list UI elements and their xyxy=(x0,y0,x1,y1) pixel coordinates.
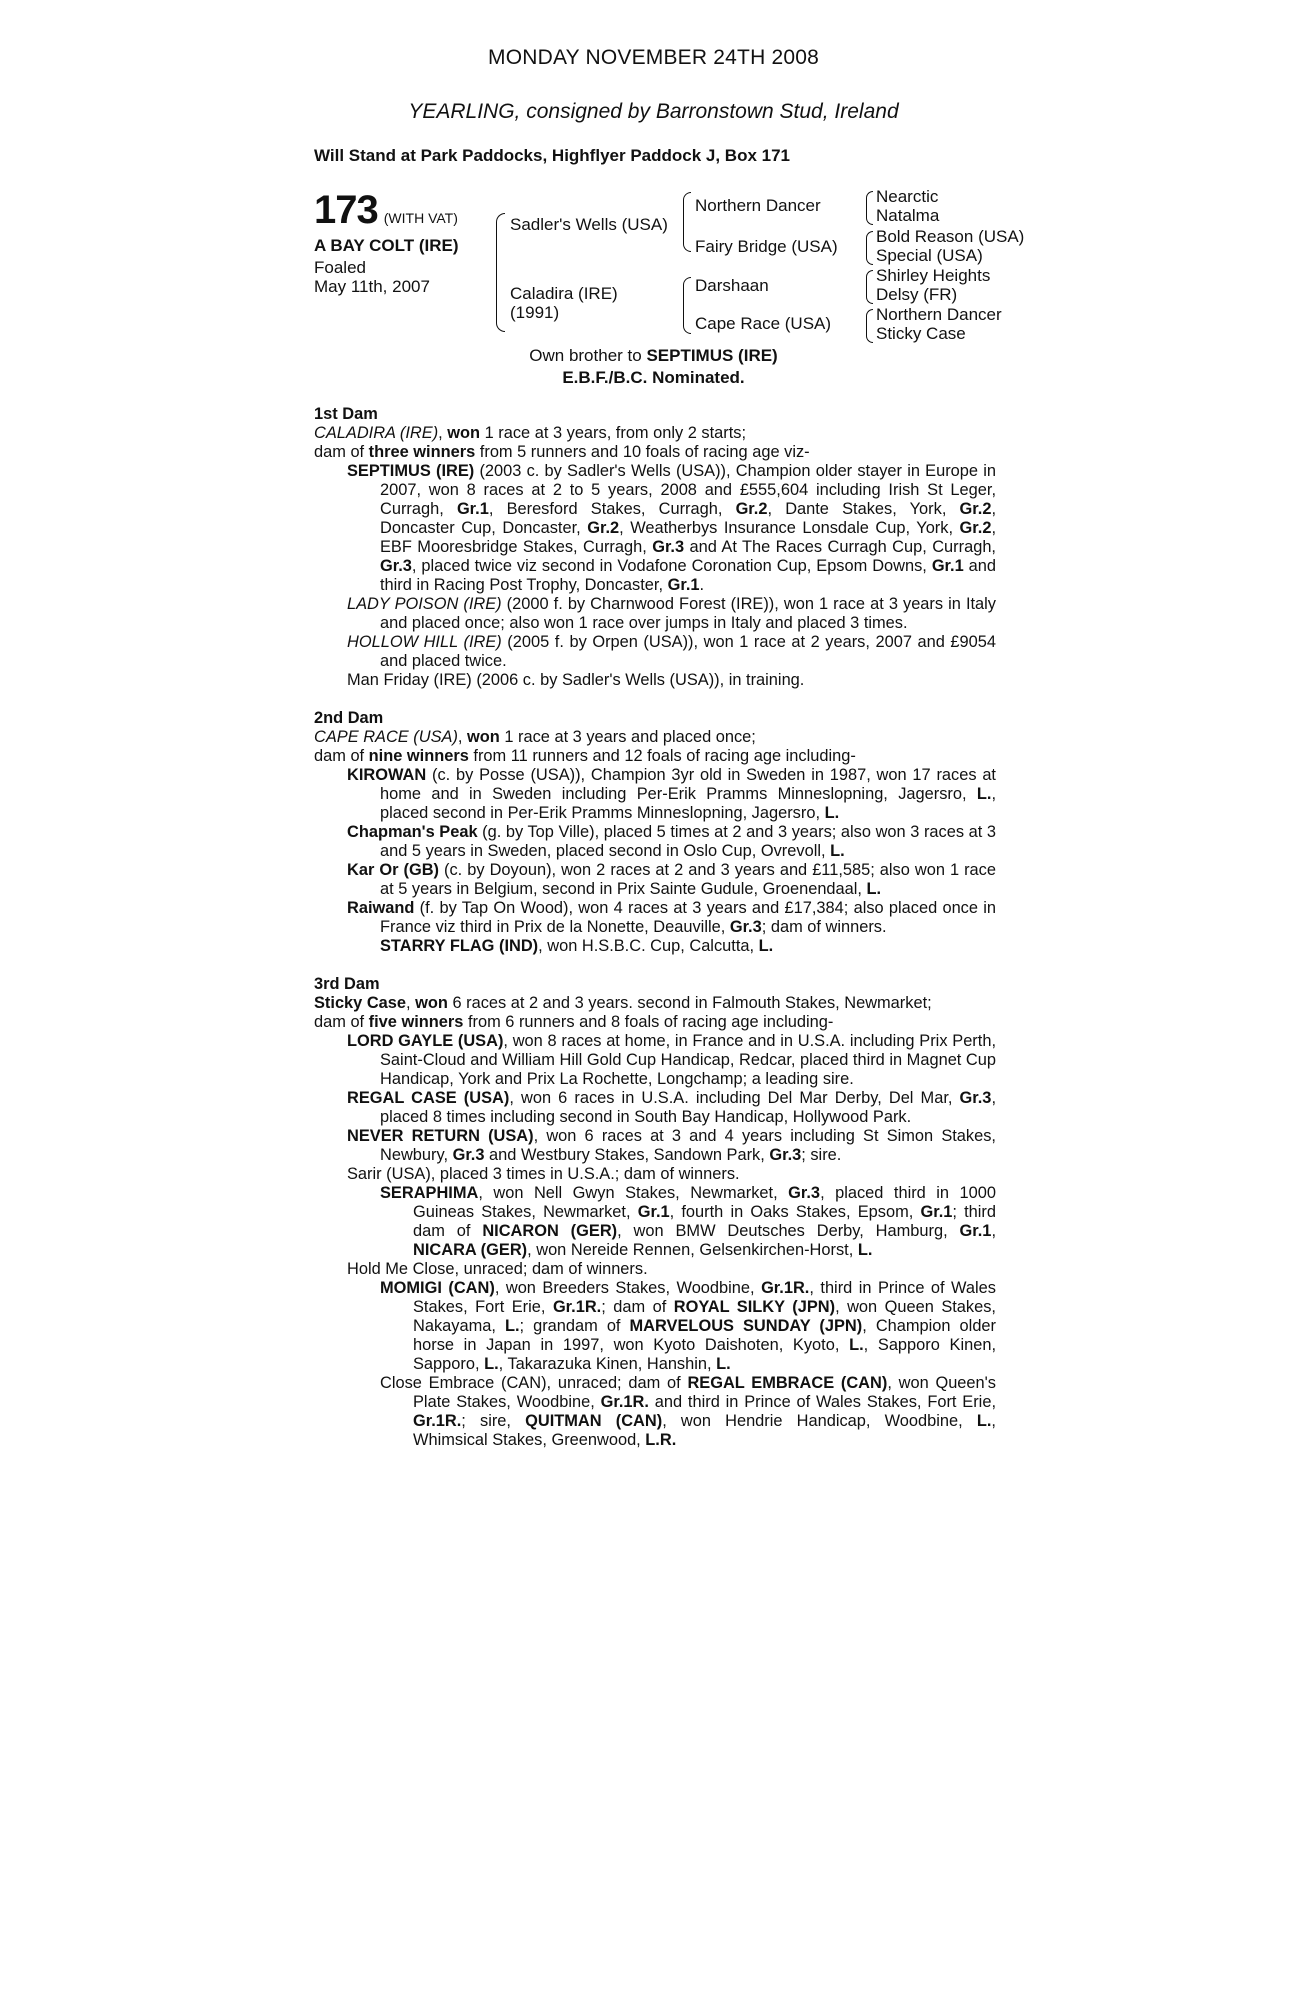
sire-dam-name: Fairy Bridge (USA) xyxy=(695,237,838,256)
grandproduce-entry: MOMIGI (CAN), won Breeders Stakes, Woodbine, Gr.1R., third in Prince of Wales Stakes, Fort Erie, Gr.1R.; dam of ROYAL SILKY (JPN), won Queen Stakes, Nakayama, L.; grandam of MARVELOUS SUNDAY (JPN), Champion older horse in Japan in 1997, won Kyoto Daishoten, Kyoto, L., Sapporo Kinen, Sapporo, L., Takarazuka Kinen, Hanshin, L. xyxy=(380,1279,997,1373)
grandproduce-entry: STARRY FLAG (IND), won H.S.B.C. Cup, Calcutta, L. xyxy=(380,937,774,955)
foaled-info xyxy=(314,258,430,296)
produce-entry: LORD GAYLE (USA), won 8 races at home, in France and in U.S.A. including Prix Perth, Saint-Cloud and William Hill Gold Cup Handicap, Redcar, placed third in Magnet Cup Handicap, York and Prix La Rochette, Longchamp; a leading sire. xyxy=(347,1032,996,1088)
brother-prefix: Own brother to xyxy=(529,346,647,365)
dam-produce-summary: dam of five winners from 6 runners and 8 foals of racing age including- xyxy=(314,1013,834,1031)
foaled-date: May 11th, 2007 xyxy=(314,277,430,296)
consignment-line: YEARLING, consigned by Barronstown Stud, Ireland xyxy=(408,100,899,123)
great-grandparent-8: Sticky Case xyxy=(876,324,966,343)
dam-produce-summary: dam of three winners from 5 runners and 10 foals of racing age viz- xyxy=(314,443,810,461)
first-dam-section xyxy=(314,405,996,690)
lot-name: A BAY COLT (IRE) xyxy=(314,236,459,255)
dam-summary: Sticky Case, won 6 races at 2 and 3 years. second in Falmouth Stakes, Newmarket; xyxy=(314,994,932,1012)
produce-entry: REGAL CASE (USA), won 6 races in U.S.A. including Del Mar Derby, Del Mar, Gr.3, placed 8 times including second in South Bay Handicap, Hollywood Park. xyxy=(347,1089,996,1126)
dam-summary: CALADIRA (IRE), won 1 race at 3 years, from only 2 starts; xyxy=(314,424,747,442)
produce-entry: NEVER RETURN (USA), won 6 races at 3 and 4 years including St Simon Stakes, Newbury, Gr.3 and Westbury Stakes, Sandown Park, Gr.3; sire. xyxy=(347,1127,996,1164)
produce-entry: Sarir (USA), placed 3 times in U.S.A.; dam of winners. xyxy=(347,1165,740,1183)
great-grandparent-4: Special (USA) xyxy=(876,246,983,265)
grandproduce-entry: SERAPHIMA, won Nell Gwyn Stakes, Newmarket, Gr.3, placed third in 1000 Guineas Stakes, Newmarket, Gr.1, fourth in Oaks Stakes, Epsom, Gr.1; third dam of NICARON (GER), won BMW Deutsches Derby, Hamburg, Gr.1, NICARA (GER), won Nereide Rennen, Gelsenkirchen-Horst, L. xyxy=(380,1184,997,1259)
dam-produce-summary: dam of nine winners from 11 runners and 12 foals of racing age including- xyxy=(314,747,856,765)
section-heading: 3rd Dam xyxy=(314,975,380,993)
produce-entry: LADY POISON (IRE) (2000 f. by Charnwood Forest (IRE)), won 1 race at 3 years in Italy and placed once; also won 1 race over jumps in Italy and placed 3 times. xyxy=(347,595,996,632)
produce-entry: HOLLOW HILL (IRE) (2005 f. by Orpen (USA)), won 1 race at 2 years, 2007 and £9054 and placed twice. xyxy=(347,633,996,670)
pedigree-brace xyxy=(866,270,873,304)
vat-note: (WITH VAT) xyxy=(383,210,458,226)
dam-summary: CAPE RACE (USA), won 1 race at 3 years and placed once; xyxy=(314,728,756,746)
dam-year: (1991) xyxy=(510,303,560,322)
sire-name: Sadler's Wells (USA) xyxy=(510,215,668,234)
produce-entry: SEPTIMUS (IRE) (2003 c. by Sadler's Wells (USA)), Champion older stayer in Europe in 2007, won 8 races at 2 to 5 years, 2008 and £555,604 including Irish St Leger, Curragh, Gr.1, Beresford Stakes, Curragh, Gr.2, Dante Stakes, York, Gr.2, Doncaster Cup, Doncaster, Gr.2, Weatherbys Insurance Lonsdale Cup, York, Gr.2, EBF Mooresbridge Stakes, Curragh, Gr.3 and At The Races Curragh Cup, Curragh, Gr.3, placed twice viz second in Vodafone Coronation Cup, Epsom Downs, Gr.1 and third in Racing Post Trophy, Doncaster, Gr.1. xyxy=(347,462,997,594)
lot-number: 173 xyxy=(314,188,378,232)
second-dam-section xyxy=(314,709,996,956)
pedigree-brace xyxy=(683,277,691,334)
pedigree-brace xyxy=(866,309,873,343)
produce-entry: Raiwand (f. by Tap On Wood), won 4 races at 3 years and £17,384; also placed once in France viz third in Prix de la Nonette, Deauville, Gr.3; dam of winners. xyxy=(347,899,996,936)
brother-note xyxy=(0,346,1307,366)
section-heading: 2nd Dam xyxy=(314,709,384,727)
third-dam-section xyxy=(314,975,996,1450)
lot-heading xyxy=(314,188,458,233)
sale-date: MONDAY NOVEMBER 24TH 2008 xyxy=(488,46,819,69)
produce-entry: KIROWAN (c. by Posse (USA)), Champion 3yr old in Sweden in 1987, won 17 races at home and in Sweden including Per-Erik Pramms Minneslopning, Jagersro, L., placed second in Per-Erik Pramms Minneslopning, Jagersro, L. xyxy=(347,766,996,822)
great-grandparent-3: Bold Reason (USA) xyxy=(876,227,1025,246)
great-grandparent-7: Northern Dancer xyxy=(876,305,1002,324)
pedigree-brace xyxy=(683,192,691,252)
produce-entry: Chapman's Peak (g. by Top Ville), placed 5 times at 2 and 3 years; also won 3 races at 3 and 5 years in Sweden, placed second in Oslo Cup, Ovrevoll, L. xyxy=(347,823,996,860)
dam-name: Caladira (IRE) xyxy=(510,284,618,303)
dam-dam-name: Cape Race (USA) xyxy=(695,314,832,333)
dam-sire-name: Darshaan xyxy=(695,276,769,295)
pedigree-brace xyxy=(866,191,873,225)
great-grandparent-6: Delsy (FR) xyxy=(876,285,958,304)
nomination-note: E.B.F./B.C. Nominated. xyxy=(562,368,745,387)
brother-name: SEPTIMUS (IRE) xyxy=(646,346,778,365)
stand-location: Will Stand at Park Paddocks, Highflyer Paddock J, Box 171 xyxy=(314,146,790,165)
produce-entry: Hold Me Close, unraced; dam of winners. xyxy=(347,1260,648,1278)
foaled-label: Foaled xyxy=(314,258,366,277)
grandproduce-entry: Close Embrace (CAN), unraced; dam of REGAL EMBRACE (CAN), won Queen's Plate Stakes, Woodbine, Gr.1R. and third in Prince of Wales Stakes, Fort Erie, Gr.1R.; sire, QUITMAN (CAN), won Hendrie Handicap, Woodbine, L., Whimsical Stakes, Greenwood, L.R. xyxy=(380,1374,996,1449)
great-grandparent-1: Nearctic xyxy=(876,187,939,206)
catalogue-body xyxy=(314,405,996,1450)
produce-entry: Kar Or (GB) (c. by Doyoun), won 2 races at 2 and 3 years and £11,585; also won 1 race at 5 years in Belgium, second in Prix Sainte Gudule, Groenendaal, L. xyxy=(347,861,996,898)
sire-sire-name: Northern Dancer xyxy=(695,196,821,215)
produce-entry: Man Friday (IRE) (2006 c. by Sadler's Wells (USA)), in training. xyxy=(347,671,805,689)
section-heading: 1st Dam xyxy=(314,405,378,423)
great-grandparent-2: Natalma xyxy=(876,206,940,225)
pedigree-brace xyxy=(866,231,873,265)
great-grandparent-5: Shirley Heights xyxy=(876,266,991,285)
pedigree-brace xyxy=(496,213,505,332)
